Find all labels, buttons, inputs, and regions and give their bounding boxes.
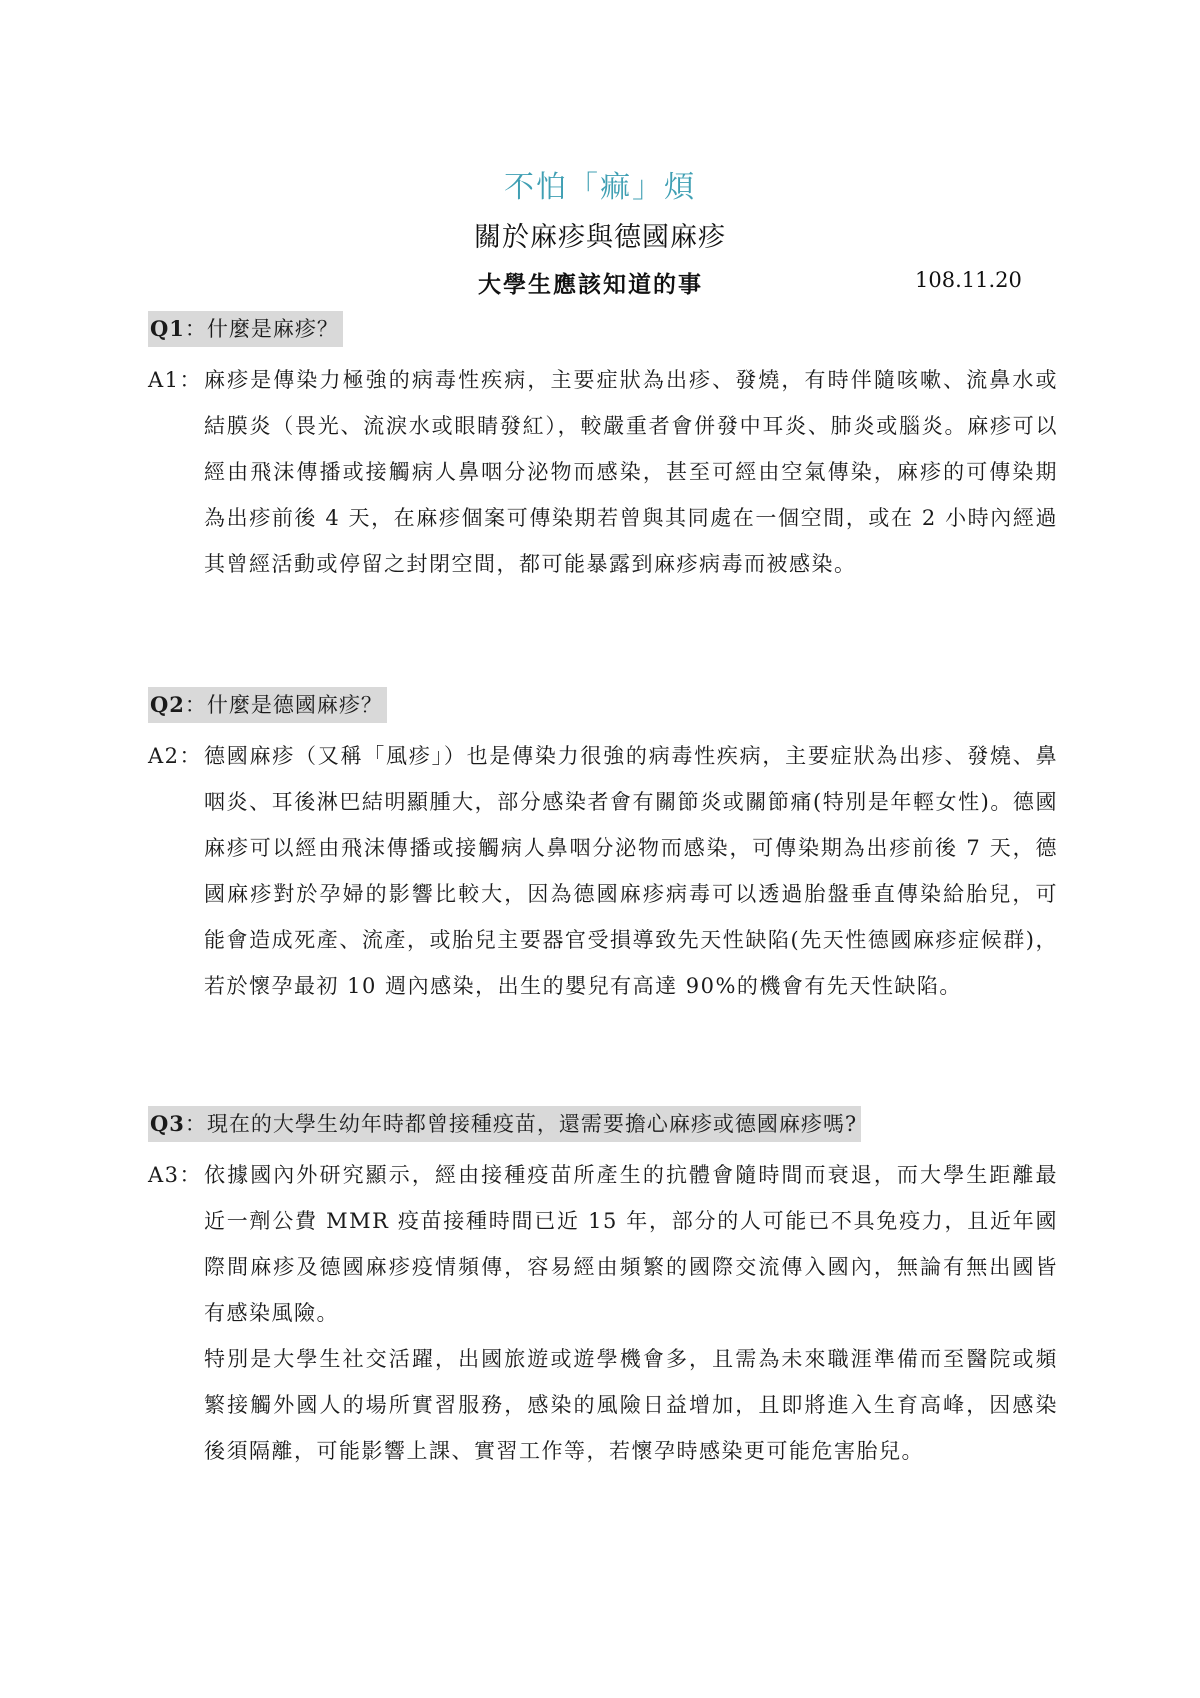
answer-paragraph: 特別是大學生社交活躍，出國旅遊或遊學機會多，且需為未來職涯準備而至醫院或頻繁接觸外國人的場所實習服務，感染的風險日益增加，且即將進入生育高峰，因感染後須隔離，可能影響上課、實習工作等，若懷孕時感染更可能危害胎兒。 bbox=[204, 1347, 1058, 1463]
question-2 bbox=[148, 687, 387, 723]
answer-2 bbox=[148, 733, 1058, 1009]
answer-paragraph: 依據國內外研究顯示，經由接種疫苗所產生的抗體會隨時間而衰退，而大學生距離最近一劑公費 MMR 疫苗接種時間已近 15 年，部分的人可能已不具免疫力，且近年國際間麻疹及德國麻疹疫情頻傳，容易經由頻繁的國際交流傳入國內，無論有無出國皆有感染風險。 bbox=[204, 1163, 1058, 1325]
question-3 bbox=[148, 1106, 861, 1142]
answer-3 bbox=[148, 1152, 1058, 1474]
question-label: Q2 bbox=[150, 692, 185, 717]
question-label: Q1 bbox=[150, 316, 185, 341]
document-date: 108.11.20 bbox=[915, 268, 1022, 292]
question-label: Q3 bbox=[150, 1111, 185, 1136]
answer-paragraph: 德國麻疹（又稱「風疹」）也是傳染力很強的病毒性疾病，主要症狀為出疹、發燒、鼻咽炎、耳後淋巴結明顯腫大，部分感染者會有關節炎或關節痛(特別是年輕女性)。德國麻疹可以經由飛沫傳播或接觸病人鼻咽分泌物而感染，可傳染期為出疹前後 7 天，德國麻疹對於孕婦的影響比較大，因為德國麻疹病毒可以透過胎盤垂直傳染給胎兒，可能會造成死產、流產，或胎兒主要器官受損導致先天性缺陷(先天性德國麻疹症候群)，若於懷孕最初 10 週內感染，出生的嬰兒有高達 90%的機會有先天性缺陷。 bbox=[204, 744, 1058, 998]
question-text: ：什麼是麻疹？ bbox=[184, 317, 339, 341]
qa-block-1 bbox=[148, 311, 1058, 587]
document-subtitle-secondary: 大學生應該知道的事 bbox=[478, 271, 703, 298]
document-subtitle: 關於麻疹與德國麻疹 bbox=[474, 222, 726, 253]
answer-paragraph: 麻疹是傳染力極強的病毒性疾病，主要症狀為出疹、發燒，有時伴隨咳嗽、流鼻水或結膜炎（畏光、流淚水或眼睛發紅），較嚴重者會併發中耳炎、肺炎或腦炎。麻疹可以經由飛沫傳播或接觸病人鼻咽分泌物而感染，甚至可經由空氣傳染，麻疹的可傳染期為出疹前後 4 天，在麻疹個案可傳染期若曾與其同處在一個空間，或在 2 小時內經過其曾經活動或停留之封閉空間，都可能暴露到麻疹病毒而被感染。 bbox=[204, 368, 1058, 576]
qa-block-3 bbox=[148, 1106, 1058, 1474]
answer-label: A1： bbox=[148, 368, 203, 392]
question-1 bbox=[148, 311, 343, 347]
question-text: ：什麼是德國麻疹？ bbox=[184, 693, 383, 717]
answer-1 bbox=[148, 357, 1058, 587]
question-text: ：現在的大學生幼年時都曾接種疫苗，還需要擔心麻疹或德國麻疹嗎? bbox=[184, 1112, 858, 1136]
answer-label: A3： bbox=[148, 1163, 203, 1187]
document-title: 不怕「痲」煩 bbox=[504, 170, 696, 205]
qa-block-2 bbox=[148, 687, 1058, 1009]
answer-label: A2： bbox=[148, 744, 203, 768]
